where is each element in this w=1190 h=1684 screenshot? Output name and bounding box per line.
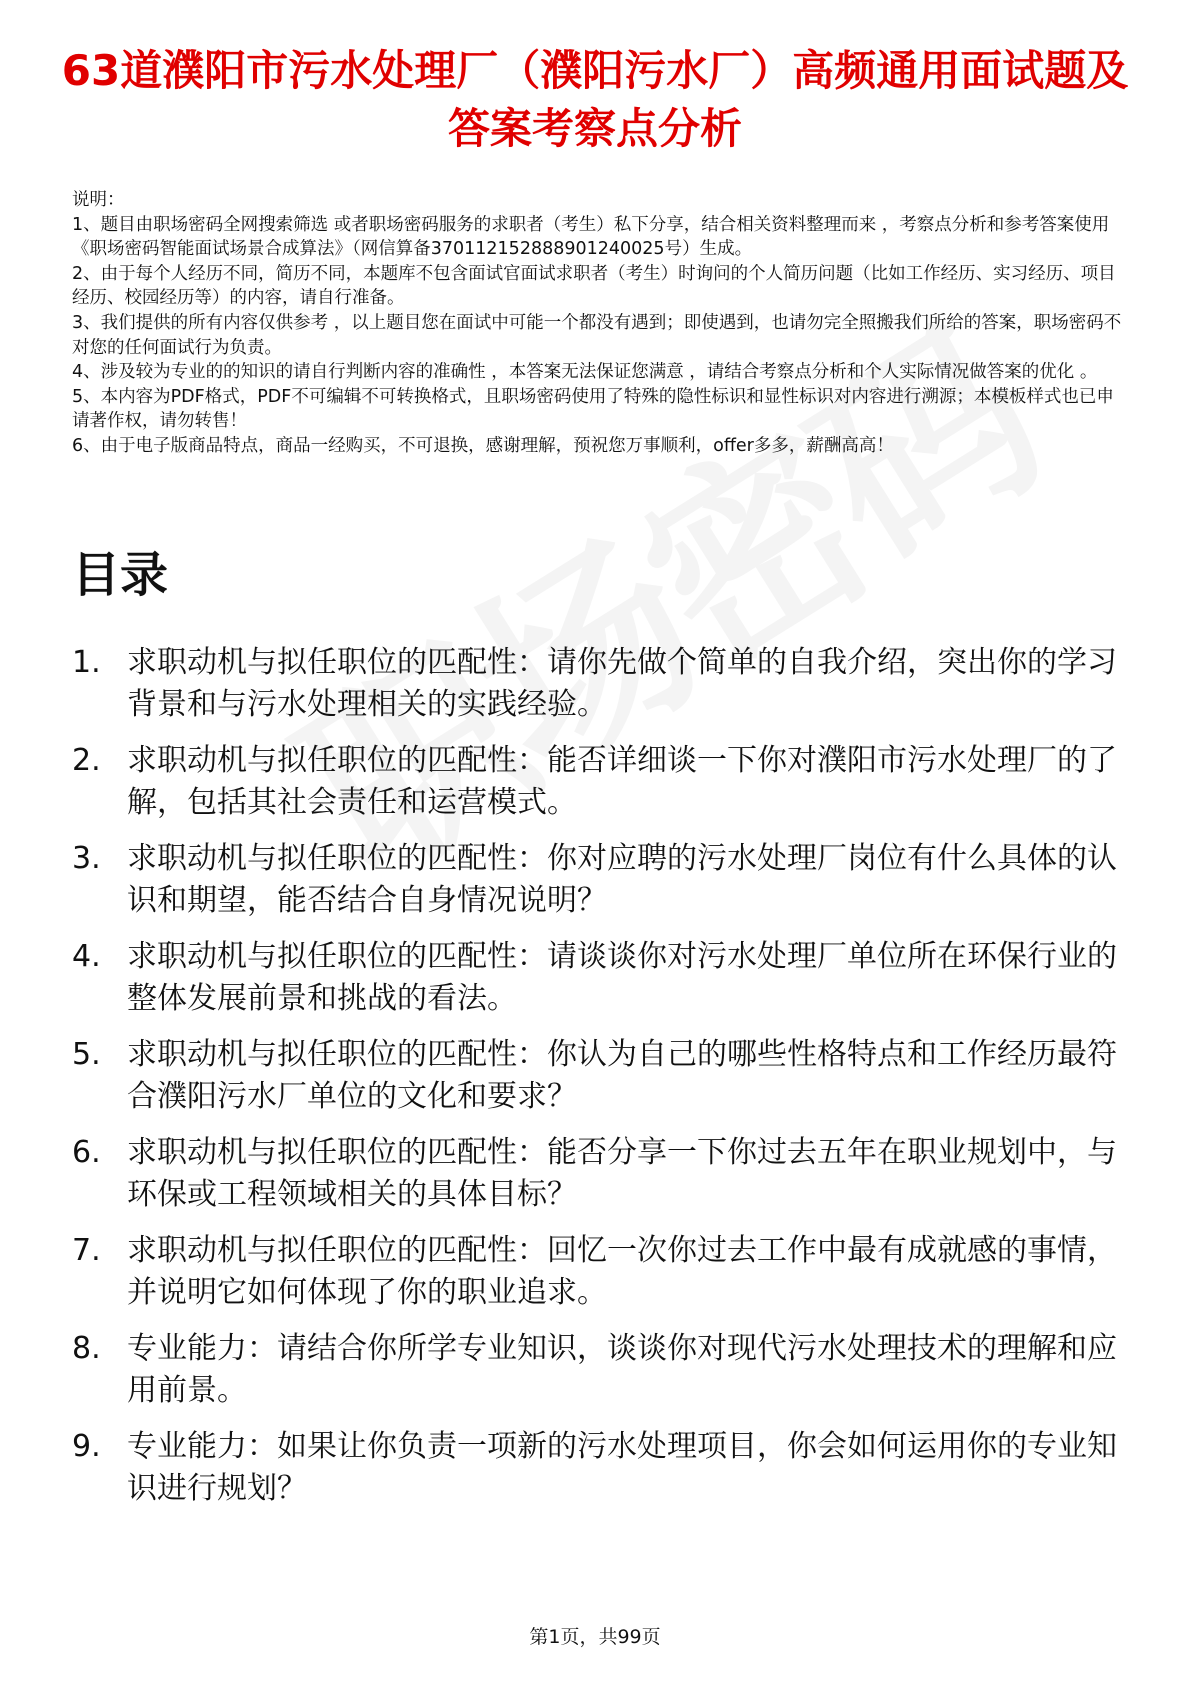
- toc-item-text: 专业能力：请结合你所学专业知识，谈谈你对现代污水处理技术的理解和应用前景。: [127, 1331, 1117, 1408]
- toc-item-text: 专业能力：如果让你负责一项新的污水处理项目，你会如何运用你的专业知识进行规划？: [127, 1429, 1117, 1506]
- toc-item[interactable]: [72, 740, 1132, 824]
- toc-item[interactable]: [72, 1132, 1132, 1216]
- toc-item-number: 7.: [72, 1233, 101, 1268]
- note-item: 2、由于每个人经历不同，简历不同，本题库不包含面试官面试求职者（考生）时询问的个人简历问题（比如工作经历、实习经历、项目经历、校园经历等）的内容，请自行准备。: [72, 263, 1116, 309]
- note-item: 5、本内容为PDF格式，PDF不可编辑不可转换格式，且职场密码使用了特殊的隐性标识和显性标识对内容进行溯源；本模板样式也已申请著作权，请勿转售！: [72, 386, 1114, 432]
- toc-item-number: 2.: [72, 743, 101, 778]
- toc-item-number: 1.: [72, 645, 101, 680]
- note-item: 6、由于电子版商品特点，商品一经购买，不可退换，感谢理解，预祝您万事顺利，offer多多，薪酬高高！: [72, 435, 894, 456]
- toc-item[interactable]: [72, 1328, 1132, 1412]
- toc-item-text: 求职动机与拟任职位的匹配性：你对应聘的污水处理厂岗位有什么具体的认识和期望，能否结合自身情况说明？: [127, 841, 1117, 918]
- toc-item-text: 求职动机与拟任职位的匹配性：请你先做个简单的自我介绍，突出你的学习背景和与污水处理相关的实践经验。: [127, 645, 1117, 722]
- toc-heading: 目录: [72, 547, 169, 603]
- toc-item[interactable]: [72, 1230, 1132, 1314]
- toc-item-number: 4.: [72, 939, 101, 974]
- toc-item-text: 求职动机与拟任职位的匹配性：能否详细谈一下你对濮阳市污水处理厂的了解，包括其社会责任和运营模式。: [127, 743, 1117, 820]
- note-item: 4、涉及较为专业的的知识的请自行判断内容的准确性 ，本答案无法保证您满意 ，请结合考察点分析和个人实际情况做答案的优化 。: [72, 362, 1098, 383]
- toc-item[interactable]: [72, 1034, 1132, 1118]
- notes-section: [72, 188, 1122, 459]
- toc-item-number: 5.: [72, 1037, 101, 1072]
- note-item: 1、题目由职场密码全网搜索筛选 或者职场密码服务的求职者（考生）私下分享，结合相关资料整理而来 ，考察点分析和参考答案使用《职场密码智能面试场景合成算法》（网信算备370112152888901240025号）生成。: [72, 214, 1110, 260]
- notes-heading: 说明：: [72, 190, 125, 210]
- toc-item[interactable]: [72, 936, 1132, 1020]
- toc-item[interactable]: [72, 642, 1132, 726]
- page-title: 63道濮阳市污水处理厂（濮阳污水厂）高频通用面试题及答案考察点分析: [61, 46, 1129, 153]
- toc-item-text: 求职动机与拟任职位的匹配性：能否分享一下你过去五年在职业规划中，与环保或工程领域相关的具体目标？: [127, 1135, 1117, 1212]
- toc-list: [72, 642, 1132, 1524]
- toc-item-number: 8.: [72, 1331, 101, 1366]
- toc-item-text: 求职动机与拟任职位的匹配性：你认为自己的哪些性格特点和工作经历最符合濮阳污水厂单位的文化和要求？: [127, 1037, 1117, 1114]
- note-item: 3、我们提供的所有内容仅供参考 ，以上题目您在面试中可能一个都没有遇到；即使遇到，也请勿完全照搬我们所给的答案，职场密码不对您的任何面试行为负责。: [72, 312, 1122, 358]
- toc-item[interactable]: [72, 838, 1132, 922]
- toc-item-text: 求职动机与拟任职位的匹配性：请谈谈你对污水处理厂单位所在环保行业的整体发展前景和挑战的看法。: [127, 939, 1117, 1016]
- toc-item[interactable]: [72, 1426, 1132, 1510]
- toc-item-number: 6.: [72, 1135, 101, 1170]
- toc-item-text: 求职动机与拟任职位的匹配性：回忆一次你过去工作中最有成就感的事情，并说明它如何体现了你的职业追求。: [127, 1233, 1117, 1310]
- page-footer: 第1页，共99页: [529, 1626, 661, 1648]
- toc-item-number: 3.: [72, 841, 101, 876]
- toc-item-number: 9.: [72, 1429, 101, 1464]
